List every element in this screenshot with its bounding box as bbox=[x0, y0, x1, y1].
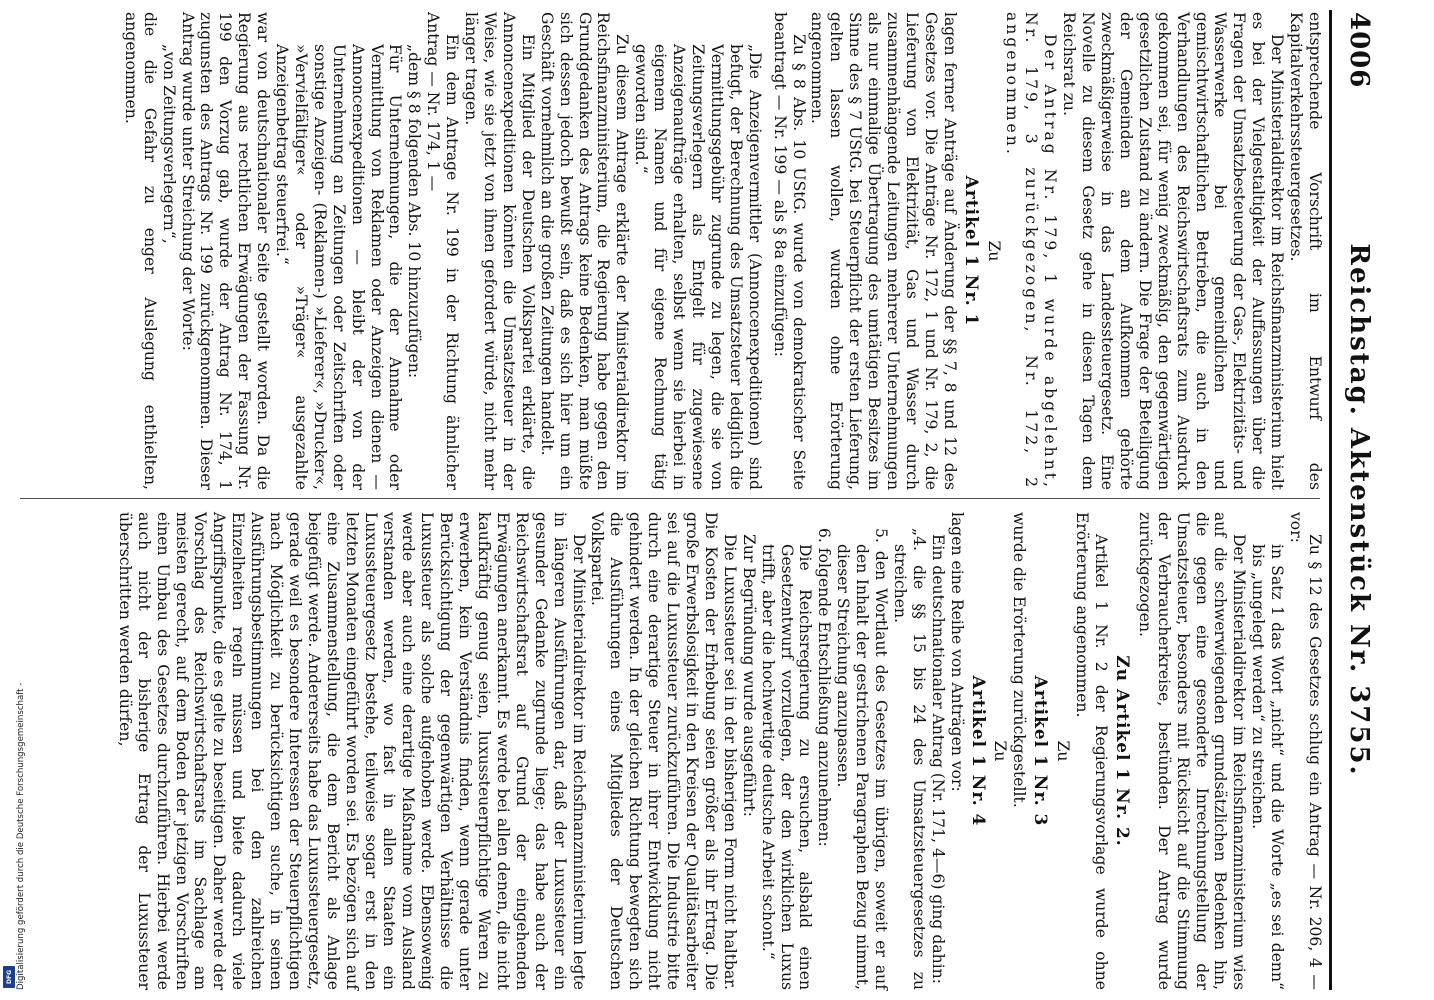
paragraph: Ein deutschnationaler Antrag (Nr. 171, 4—6) ging dahin: bbox=[928, 534, 947, 984]
quotation: Für Unternehmungen, die der Annahme oder Vermittlung von Reklamen oder Anzeigen dienen — Annoncenexpeditionen — bleibt der von der Unternehmung an Zeitungen oder Zeitschriften oder sonstige Anzeigen- (Reklamen-) »Lieferer«, »Drucker«, »Vervielfältiger« oder »Träger« ausgezahlte Anzeigenbetrag steuerfrei.“ bbox=[273, 44, 405, 490]
page-number: 4006 bbox=[1344, 12, 1374, 89]
dfg-logo bbox=[3, 966, 15, 988]
paragraph: entsprechende Vorschrift im Entwurf des Kapitalverkehrssteuergesetzes. bbox=[1287, 12, 1324, 490]
paragraph: Der Ministerialdirektor im Reichsfinanzministerium legte in längeren Ausführungen dar, daß der Luxussteuer ein gesunder Gedanke zugrunde liege; das habe auch der Reichswirtschaftsrat auf Grund der eingehenden Erwägungen anerkannt. Es werde bei allen denen, die nicht kaufkräftig genug seien, luxussteuerpflichtige Waren zu erwerben, kein Verständnis finden, wenn gerade unter Berücksichtigung der gegenwärtigen Verhältnisse die Luxussteuer als solche aufgehoben werde. Ebensowenig werde aber auch eine derartige Maßnahme vom Ausland verstanden werden, wo fast in allen Staaten ein Luxussteuergesetz bestehe, teilweise sogar erst in den letzten Monaten eingeführt worden sei. Es bezögen sich auf eine Zusammenstellung, die dem Bericht als Anlage beigefügt werde. Andererseits habe das Luxussteuergesetz, gerade weil es besondere Interessen der Steuerpflichtigen nach Möglichkeit zu berücksichtigen suche, in seinen Ausführungsbestimmungen bei den zahlreichen Einzelheiten regeln müssen und biete dadurch viele Angriffspunkte, die es gelte zu beseitigen. Daher werde der Vorschlag des Reichswirtschaftsrats im Sachlage am meisten gerecht, auf dem Boden der jetzigen Vorschriften einen Umbau des Gesetzes durchzuführen. Hierbei werde auch nicht der bisherige Ertrag der Luxussteuer überschritten werden dürfen, bbox=[115, 512, 588, 990]
dfg-logo-text: DFG bbox=[6, 969, 14, 985]
paragraph: lagen eine Reihe von Anträgen vor: bbox=[947, 512, 966, 792]
paragraph: Der Ministerialdirektor im Reichsfinanzministerium hielt es bei der Vielgestaltigkeit der Auffassungen über die Fragen der Umsatzbesteuerung der Gas-, Elektrizitäts- und Wasserwerke bei gemeindlichen und gemischtwirtschaftlichen Betrieben, die auch in den Verhandlungen des Reichswirtschaftsrats zum Ausdruck gekommen sei, für wenig zweckmäßig, den gegenwärtigen gesetzlichen Zustand zu ändern. Die Frage der Beteiligung der Gemeinden an dem Aufkommen gehörte zweckmäßigerweise in das Landessteuergesetz. Eine Novelle zu diesem Gesetz gehe in diesen Tagen dem Reichsrat zu. bbox=[1060, 12, 1287, 490]
quotation: in Satz 1 das Wort „nicht“ und die Worte „es sei denn“ bis „ungelegt werden“ zu streichen. bbox=[1249, 544, 1287, 990]
quotation: Die Reichsregierung zu ersuchen, alsbald einen Gesetzentwurf vorzulegen, der den wirklichen Luxus trifft, aber die hochwertige deutsche Arbeit schont.“ bbox=[758, 544, 815, 990]
right-column bbox=[115, 512, 1324, 990]
section-prefix: Zu bbox=[984, 240, 1003, 262]
list-item: „4. die §§ 15 bis 24 des Umsatzsteuergesetzes zu streichen. bbox=[890, 528, 928, 990]
digitization-note: Digitalisierung gefördert durch die Deutsche Forschungsgemeinschaft - bbox=[16, 682, 26, 990]
section-heading: Artikel 1 Nr. 3 bbox=[1030, 675, 1051, 827]
left-column bbox=[121, 12, 1324, 490]
running-head: Reichstag. Aktenstück Nr. 3755. bbox=[1344, 243, 1374, 777]
paragraph: Die Luxussteuer sei in der bisherigen Form nicht haltbar. Die Kosten der Erhebung seien größer als ihr Ertrag. Die große Erwerbslosigkeit in den Kreisen der Qualitätsarbeiter sei auf die Luxussteuer zurückzuführen. Die Industrie bitte durch eine derartige Steuer in ihrer Entwicklung nicht gehindert werden. In der gleichen Richtung bewegten sich die Ausführungen eines Mitgliedes der Deutschen Volkspartei. bbox=[588, 512, 739, 990]
quotation: „von Zeitungsverlegern“, bbox=[159, 44, 178, 244]
section-prefix: Zu bbox=[991, 740, 1010, 762]
list-item: 6. folgende Entschließung anzunehmen: bbox=[815, 528, 834, 847]
paragraph: Zu diesem Antrage erklärte der Ministerialdirektor im Reichsfinanzministerium, die Regierung habe gegen den Grundgedanken des Antrags keine Bedenken, man müßte sich dessen jedoch bewußt sein, daß es sich hier um ein Geschäft vornehmlich an die großen Zeitungen handelt. bbox=[537, 12, 632, 490]
quotation: „Die Anzeigenvermittler (Annoncenexpeditionen) sind befugt, der Berechnung des Umsatzsteuer lediglich die Vermittlungsgebühr zugrunde zu legen, die sie von Zeitungsverlegern als Entgelt für zugewiesene Anzeigenaufträge erhalten, selbst wenn sie hierbei in eigenem Namen und für eigene Rechnung tätig geworden sind.“ bbox=[632, 44, 764, 490]
section-heading: Artikel 1 Nr. 1 bbox=[960, 175, 981, 327]
list-item: 5. den Wortlaut des Gesetzes im übrigen, soweit er auf den Inhalt der gestrichenen Paragraphen Bezug nimmt, dieser Streichung anzupassen. bbox=[834, 528, 891, 990]
paragraph: Der Antrag Nr. 179, 1 wurde abgelehnt, Nr. 179, 3 zurückgezogen, Nr. 172, 2 angenommen. bbox=[1003, 12, 1060, 490]
digitization-footer bbox=[2, 0, 26, 1000]
section-prefix: Zu bbox=[1054, 740, 1073, 762]
paragraph: Ein Mitglied der Deutschen Volkspartei erklärte, die Annoncenexpeditionen könnten die Umsatzsteuer in der Weise, wie sie jetzt von ihnen gefordert würde, nicht mehr länger tragen. bbox=[462, 12, 537, 490]
section-heading: Artikel 1 Nr. 4 bbox=[967, 675, 988, 827]
section-heading bbox=[1112, 512, 1131, 990]
paragraph: lagen ferner Anträge auf Änderung der §§ 7, 8 und 12 des Gesetzes vor. Die Anträge Nr. 172, 1 und Nr. 179, 2, die Lieferung von Elektrizität, Gas und Wasser durch zusammenhängende Leitungen mehrerer Unternehmungen als nur einmalige Übertragung des umtätigen Besitzes im Sinne des § 7 UStG. bei Steuerpflicht der ersten Lieferung, gelten lassen wollen, wurden ohne Erörterung angenommen. bbox=[808, 12, 959, 490]
section-prefix: Zu bbox=[1111, 655, 1132, 683]
quotation: „dem § 8 folgenden Abs. 10 hinzuzufügen: bbox=[405, 44, 424, 379]
paragraph: Zu § 8 Abs. 10 UStG. wurde von demokratischer Seite beantragt — Nr. 199 — als § 8a einzufügen: bbox=[770, 12, 808, 490]
paragraph: Zu § 12 des Gesetzes schlug ein Antrag — Nr. 206, 4 — vor: bbox=[1287, 512, 1324, 990]
paragraph: Artikel 1 Nr. 2 der Regierungsvorlage wurde ohne Erörterung angenommen. bbox=[1073, 512, 1111, 990]
paragraph: war von deutschnationaler Seite gestellt worden. Da die Regierung aus rechtlichen Erwägungen der Fassung Nr. 199 den Vorzug gab, wurde der Antrag Nr. 174, 1 zugunsten des Antrags Nr. 199 zurückgenommen. Dieser Antrag wurde unter Streichung der Worte: bbox=[178, 12, 273, 490]
paragraph: Der Ministerialdirektor im Reichsfinanzministerium wies auf die schwerwiegenden grundsätzlichen Bedenken hin, die gegen eine gesonderte Inrechnungstellung der Umsatzsteuer, besonders mit Rücksicht auf die Stimmung der Verbraucherkreise, bestünden. Der Antrag wurde zurückgezogen. bbox=[1135, 512, 1249, 990]
paragraph: wurde die Erörterung zurückgestellt. bbox=[1010, 512, 1029, 808]
header-rule bbox=[1329, 10, 1332, 990]
paragraph: Ein dem Antrage Nr. 199 in der Richtung ähnlicher Antrag — Nr. 174, 1 — bbox=[424, 12, 462, 490]
section-title: Artikel 1 Nr. 2. bbox=[1111, 689, 1132, 847]
paragraph: Zur Begründung wurde ausgeführt: bbox=[739, 534, 758, 817]
column-divider bbox=[20, 498, 1320, 499]
paragraph: die die Gefahr zu enger Auslegung enthielten, angenommen. bbox=[121, 12, 159, 490]
